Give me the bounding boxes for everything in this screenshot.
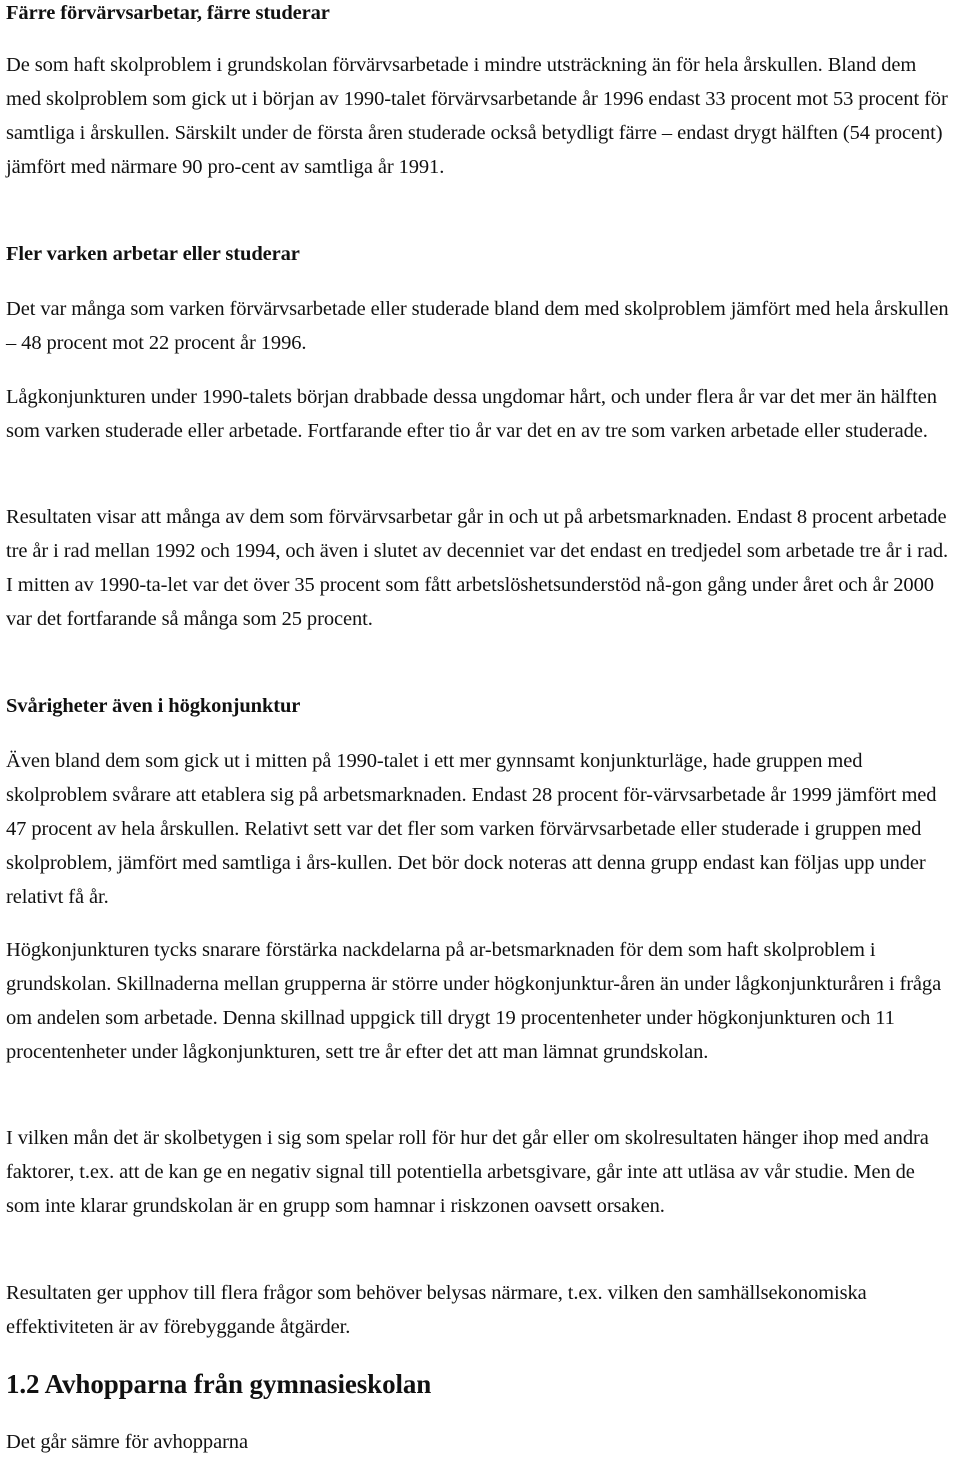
paragraph: Resultaten visar att många av dem som förvärvsarbetar går in och ut på arbetsmarknaden. Endast 8 procent arbetade tre år i rad mellan 1992 och 1994, och även i slutet av decenniet var det endast en tredjedel som arbetade tre år i rad. I mitten av 1990-ta-let var det över 35 procent som fått arbetslöshetsunderstöd nå-gon gång under året och år 2000 var det fortfarande så många som 25 procent. [6, 506, 949, 630]
paragraph: Det går sämre för avhopparna [6, 1431, 248, 1453]
paragraph: I vilken mån det är skolbetygen i sig som spelar roll för hur det går eller om skolresultaten hänger ihop med andra faktorer, t.ex. att de kan ge en negativ signal till potentiella arbetsgivare, går inte att utläsa av vår studie. Men de som inte klarar grundskolan är en grupp som hamnar i riskzonen oavsett orsaken. [6, 1127, 929, 1217]
paragraph: Resultaten ger upphov till flera frågor som behöver belysas närmare, t.ex. vilken den samhällsekonomiska effektiviteten är av förebyggande åtgärder. [6, 1282, 867, 1338]
paragraph: Lågkonjunkturen under 1990-talets början drabbade dessa ungdomar hårt, och under flera år var det mer än hälften som varken studerade eller arbetade. Fortfarande efter tio år var det en av tre som varken arbetade eller studerade. [6, 386, 937, 442]
subheading-fewer-work: Färre förvärvsarbetar, färre studerar [6, 2, 330, 24]
paragraph: Även bland dem som gick ut i mitten på 1990-talet i ett mer gynnsamt konjunkturläge, hade gruppen med skolproblem svårare att etablera sig på arbetsmarknaden. Endast 28 procent för-värvsarbetade år 1999 jämfört med 47 procent av hela årskullen. Relativt sett var det fler som varken förvärvsarbetade eller studerade i gruppen med skolproblem, jämfört med samtliga i års-kullen. Det bör dock noteras att denna grupp endast kan följas upp under relativt få år. [6, 750, 937, 908]
paragraph: Det var många som varken förvärvsarbetade eller studerade bland dem med skolproblem jämfört med hela årskullen – 48 procent mot 22 procent år 1996. [6, 298, 949, 354]
subheading-high-economy: Svårigheter även i högkonjunktur [6, 695, 301, 717]
subheading-neither-work-nor-study: Fler varken arbetar eller studerar [6, 243, 300, 265]
paragraph: Högkonjunkturen tycks snarare förstärka nackdelarna på ar-betsmarknaden för dem som haft skolproblem i grundskolan. Skillnaderna mellan grupperna är större under högkonjunktur-åren än under lågkonjunkturåren i fråga om andelen som arbetade. Denna skillnad uppgick till drygt 19 procentenheter under högkonjunkturen och 11 procentenheter under lågkonjunkturen, sett tre år efter det att man lämnat grundskolan. [6, 939, 942, 1063]
paragraph: De som haft skolproblem i grundskolan förvärvsarbetade i mindre utsträckning än för hela årskullen. Bland dem med skolproblem som gick ut i början av 1990-talet förvärvsarbetande år 1996 endast 33 procent mot 53 procent för samtliga i årskullen. Särskilt under de första åren studerade också betydligt färre – endast drygt hälften (54 procent) jämfört med närmare 90 pro-cent av samtliga år 1991. [6, 54, 948, 178]
section-title: 1.2 Avhopparna från gymnasieskolan [6, 1369, 432, 1399]
